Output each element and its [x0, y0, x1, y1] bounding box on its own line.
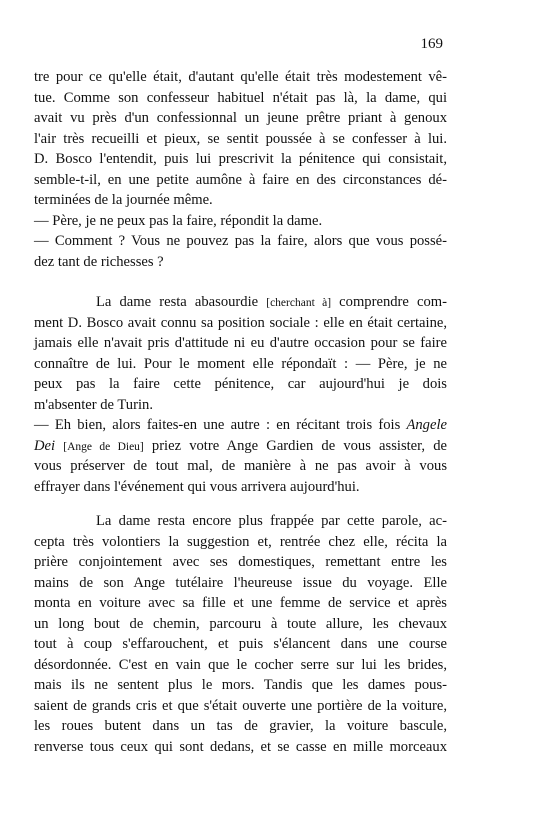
text-segment: La dame resta abasourdie — [96, 294, 267, 310]
text-line: l'air très recueilli et pieux, se sentit poussée à se confesser à lui. — [34, 130, 447, 147]
text-line: peux pas la faire cette pénitence, car aujourd'hui je dois — [34, 376, 447, 392]
text-line: mais ils ne sentent plus le mors. Tandis que les dames pous- — [34, 677, 447, 693]
page-number: 169 — [420, 36, 443, 52]
dialogue-line: — Comment ? Vous ne pouvez pas la faire, alors que vous possé- — [34, 233, 447, 249]
text-line: mains de son Ange tutélaire l'heureuse issue du voyage. Elle — [34, 574, 447, 591]
text-line: un long bout de chemin, parcouru à toute allure, les chevaux — [34, 615, 447, 632]
text-line: désordonnée. C'est en vain que le cocher serre sur lui les brides, — [34, 656, 447, 673]
text-line: ment D. Bosco avait connu sa position sociale : elle en était certaine, — [34, 314, 447, 331]
text-line: semble-t-il, en une petite aumône à faire en des circonstances dé- — [34, 171, 447, 188]
text-segment: comprendre com- — [331, 294, 447, 310]
text-segment: — Eh bien, alors faites-en une autre : en récitant trois fois — [34, 417, 407, 433]
text-line — [34, 292, 447, 313]
dialogue-line: — Père, je ne peux pas la faire, répondit la dame. — [34, 212, 323, 229]
paragraph-2 — [34, 292, 447, 497]
latin-phrase: Dei — [34, 437, 56, 454]
text-line: terminées de la journée même. — [34, 192, 213, 208]
text-line: monta en voiture avec sa fille et une femme de service et après — [34, 595, 447, 611]
text-line: m'absenter de Turin. — [34, 396, 153, 413]
bracketed-insert: [Ange de Dieu] — [63, 440, 144, 453]
text-line: saient de grands cris et que s'était ouverte une portière de la voiture, — [34, 697, 447, 714]
text-line: jamais elle n'avait pris d'attitude ni eu d'autre occasion pour se faire — [34, 335, 447, 351]
text-line: D. Bosco l'entendit, puis lui prescrivit la pénitence qui consistait, — [34, 151, 447, 167]
text-line: connaître de lui. Pour le moment elle répondaït : — Père, je ne — [34, 355, 447, 372]
text-line: vous préserver de tout mal, de manière à ne pas avoir à vous — [34, 458, 447, 474]
text-line: avait vu près d'un confessionnal un jeune prêtre priant à genoux — [34, 110, 447, 126]
text-line: La dame resta encore plus frappée par cette parole, ac- — [96, 513, 447, 529]
text-line: dez tant de richesses ? — [34, 253, 164, 270]
text-line — [34, 436, 447, 457]
latin-phrase: Angele — [406, 417, 447, 433]
text-line: tue. Comme son confesseur habituel n'était pas là, la dame, qui — [34, 89, 447, 106]
text-line: tout à coup s'effarouchent, et puis s'élancent dans une course — [34, 636, 447, 652]
paragraph-1 — [34, 67, 447, 272]
text-line: cepta très volontiers la suggestion et, rentrée chez elle, récita la — [34, 533, 447, 550]
text-segment: priez votre Ange Gardien de vous assister, de — [143, 437, 447, 454]
text-line: tre pour ce qu'elle était, d'autant qu'elle était très modestement vê- — [34, 69, 447, 85]
text-line: les roues butent dans un tas de gravier, la voiture bascule, — [34, 718, 447, 734]
text-line: prière conjointement avec ses domestiques, remettant entre les — [34, 554, 447, 570]
bracketed-insert: [cherchant à] — [266, 297, 332, 309]
paragraph-3 — [34, 511, 447, 757]
text-line: effrayer dans l'événement qui vous arrivera aujourd'hui. — [34, 478, 360, 495]
dialogue-line — [34, 415, 447, 436]
text-line: renverse tous ceux qui sont dedans, et se casse en mille morceaux — [34, 738, 447, 755]
